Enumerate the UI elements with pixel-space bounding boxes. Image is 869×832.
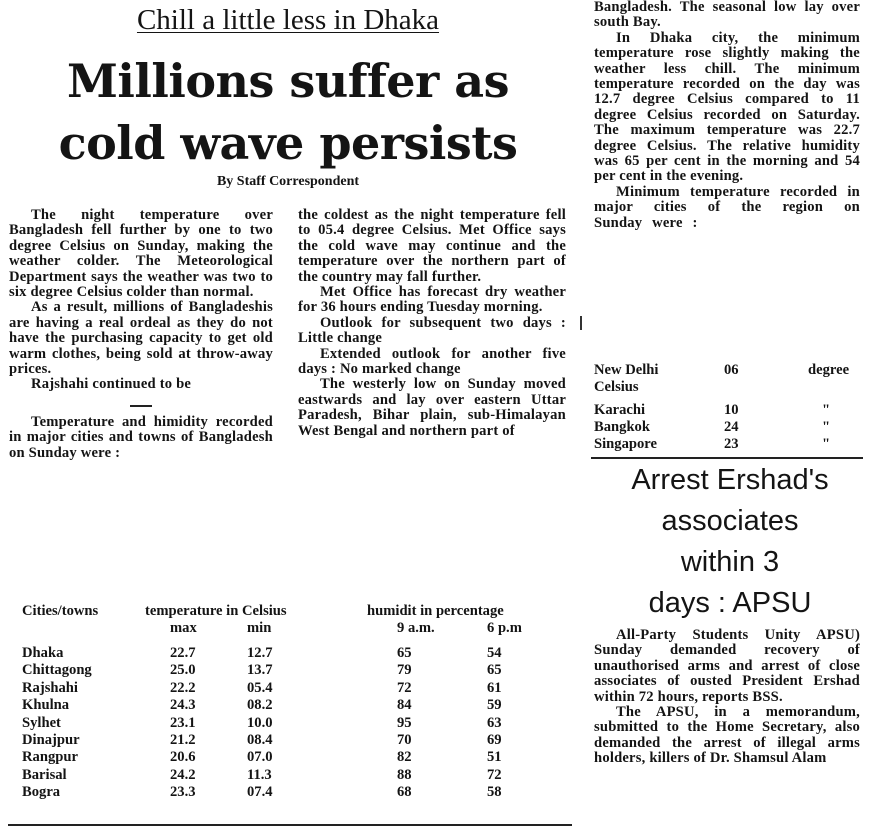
region-cell-city: Karachi <box>594 402 646 418</box>
table-cell-min: 07.0 <box>247 749 273 766</box>
table-cell-pm: 58 <box>487 784 502 801</box>
table-cell-pm: 54 <box>487 645 502 661</box>
arrest-article <box>594 628 860 767</box>
table-cell-city: Chittagong <box>22 662 92 679</box>
column-rule <box>580 316 582 330</box>
article-column-3 <box>594 0 860 231</box>
table-row <box>22 662 572 679</box>
table-row <box>22 680 572 697</box>
table-cell-max: 24.2 <box>170 766 196 783</box>
region-row <box>594 419 864 436</box>
story-divider <box>591 457 863 459</box>
table-cell-am: 79 <box>397 662 412 679</box>
paragraph: the coldest as the night temperature fell to 05.4 degree Celsius. Met Office says the cold wave may continue and the temperature over the northern part of the country may fall further. <box>298 207 566 285</box>
table-cell-city: Barisal <box>22 766 67 783</box>
table-cell-am: 72 <box>397 679 412 696</box>
table-cell-city: Khulna <box>22 697 70 714</box>
table-cell-min: 07.4 <box>247 784 273 801</box>
arrest-headline-line: within 3 <box>680 546 780 578</box>
region-cell-city: Bangkok <box>594 419 650 435</box>
table-cell-max: 23.3 <box>170 784 196 801</box>
table-cell-min: 08.4 <box>247 732 273 748</box>
paragraph: Bangladesh. The seasonal low lay over south Bay. <box>594 0 860 31</box>
column-header-9am: 9 a.m. <box>397 620 435 636</box>
region-cell-value: 24 <box>724 419 739 435</box>
paragraph: Outlook for subsequent two days : Little change <box>298 314 566 347</box>
table-cell-max: 24.3 <box>170 697 196 714</box>
arrest-headline <box>590 460 869 624</box>
table-subheader-row <box>22 620 572 637</box>
main-headline <box>8 50 568 174</box>
table-cell-am: 70 <box>397 732 412 748</box>
region-unit-continuation: Celsius <box>594 379 639 395</box>
table-cell-city: Sylhet <box>22 714 61 731</box>
table-cell-min: 10.0 <box>247 714 273 731</box>
region-cell-unit: degree <box>808 362 850 378</box>
table-cell-am: 88 <box>397 766 412 783</box>
region-cell-value: 06 <box>724 362 739 378</box>
region-cell-value: 23 <box>724 436 739 452</box>
headline-line-2: cold wave persists <box>58 116 518 170</box>
table-row <box>22 749 572 766</box>
table-cell-max: 22.2 <box>170 679 196 696</box>
table-cell-max: 23.1 <box>170 714 196 731</box>
column-header-humidity: humidit in percentage <box>367 603 504 619</box>
table-row <box>22 697 572 714</box>
headline-line-1: Millions suffer as <box>67 54 509 108</box>
table-row <box>22 767 572 784</box>
table-cell-max: 21.2 <box>170 732 196 748</box>
article-column-2 <box>298 208 566 439</box>
table-row <box>22 715 572 732</box>
arrest-headline-line: days : APSU <box>648 587 812 619</box>
paragraph: The night temperature over Bangladesh fell further by one to two degree Celsius on Sunday, making the weather colder. The Meteorological Department says the weather was two to six degree Celsius colder than normal. <box>9 207 273 301</box>
paragraph: The westerly low on Sunday moved eastwards and lay over eastern Uttar Paradesh, Bihar plain, sub-Himalayan West Bengal and northern part of <box>298 376 566 439</box>
table-cell-pm: 69 <box>487 732 502 748</box>
table-cell-max: 22.7 <box>170 645 196 661</box>
table-cell-min: 11.3 <box>247 766 272 783</box>
table-cell-pm: 63 <box>487 714 502 731</box>
paragraph: Temperature and himidity recorded in major cities and towns of Bangladesh on Sunday were : <box>9 413 273 461</box>
bottom-rule <box>8 824 572 826</box>
region-cell-value: 10 <box>724 402 739 418</box>
table-cell-min: 05.4 <box>247 679 273 696</box>
table-cell-am: 95 <box>397 714 412 731</box>
table-header-row <box>22 603 572 620</box>
region-cell-unit: " <box>822 402 831 418</box>
table-cell-am: 84 <box>397 697 412 714</box>
table-cell-min: 12.7 <box>247 645 273 661</box>
column-header-city: Cities/towns <box>22 603 99 619</box>
paragraph: As a result, millions of Bangladeshis are having a real ordeal as they do not have the purchasing capacity to get old warm clothes, being sold at throw-away prices. <box>9 299 273 378</box>
region-cell-city: Singapore <box>594 436 657 452</box>
table-cell-am: 65 <box>397 645 412 661</box>
weather-table <box>22 603 572 813</box>
paragraph: Minimum temperature recorded in major cities of the region on Sunday were : <box>594 183 860 231</box>
table-cell-am: 68 <box>397 784 412 801</box>
arrest-headline-line: associates <box>661 505 799 537</box>
paragraph: Extended outlook for another five days : No marked change <box>298 345 566 378</box>
column-header-max: max <box>170 620 197 636</box>
table-cell-city: Dinajpur <box>22 732 80 748</box>
paragraph: Rajshahi continued to be <box>31 376 192 393</box>
paragraph: All-Party Students Unity APSU) Sunday demanded recovery of unauthorised arms and arrest of close associates of ousted President Ershad within 72 hours, reports BSS. <box>594 627 860 705</box>
table-cell-pm: 72 <box>487 766 502 783</box>
table-row <box>22 645 572 662</box>
paragraph: In Dhaka city, the minimum temperature rose slightly making the weather less chill. The minimum temperature recorded on the day was 12.7 degree Celsius compared to 11 degree Celsius recorded on Saturday. The maximum temperature was 22.7 degree Celsius. The relative humidity was 65 per cent in the morning and 54 per cent in the evening. <box>594 29 860 185</box>
column-header-min: min <box>247 620 272 636</box>
table-cell-city: Dhaka <box>22 645 64 661</box>
table-cell-pm: 65 <box>487 662 502 679</box>
byline: By Staff Correspondent <box>216 174 360 189</box>
paragraph: The APSU, in a memorandum, submitted to the Home Secretary, also demanded the arrest of illegal arms holders, killers of Dr. Shamsul Alam <box>594 704 860 767</box>
region-cell-unit: " <box>822 436 831 452</box>
table-cell-pm: 61 <box>487 679 502 696</box>
table-row <box>22 784 572 801</box>
table-cell-max: 20.6 <box>170 749 196 766</box>
table-cell-min: 08.2 <box>247 697 273 714</box>
region-row <box>594 436 864 453</box>
section-divider <box>130 405 152 407</box>
table-cell-city: Rangpur <box>22 749 78 766</box>
table-cell-min: 13.7 <box>247 662 273 679</box>
kicker-headline: Chill a little less in Dhaka <box>136 4 440 36</box>
column-header-temperature: temperature in Celsius <box>145 603 287 619</box>
table-cell-city: Rajshahi <box>22 679 78 696</box>
region-temperature-list <box>594 362 864 458</box>
arrest-headline-line: Arrest Ershad's <box>631 464 829 496</box>
table-row <box>22 732 572 749</box>
column-header-6pm: 6 p.m <box>487 620 522 636</box>
paragraph: Met Office has forecast dry weather for 36 hours ending Tuesday morning. <box>298 284 566 316</box>
region-row <box>594 402 864 419</box>
table-cell-pm: 51 <box>487 749 502 766</box>
table-cell-city: Bogra <box>22 784 61 801</box>
article-column-1 <box>9 208 273 461</box>
table-cell-am: 82 <box>397 749 412 766</box>
table-cell-max: 25.0 <box>170 662 196 679</box>
table-cell-pm: 59 <box>487 697 502 714</box>
region-row <box>594 362 864 379</box>
region-cell-city: New Delhi <box>594 362 659 378</box>
region-cell-unit: " <box>822 419 831 435</box>
